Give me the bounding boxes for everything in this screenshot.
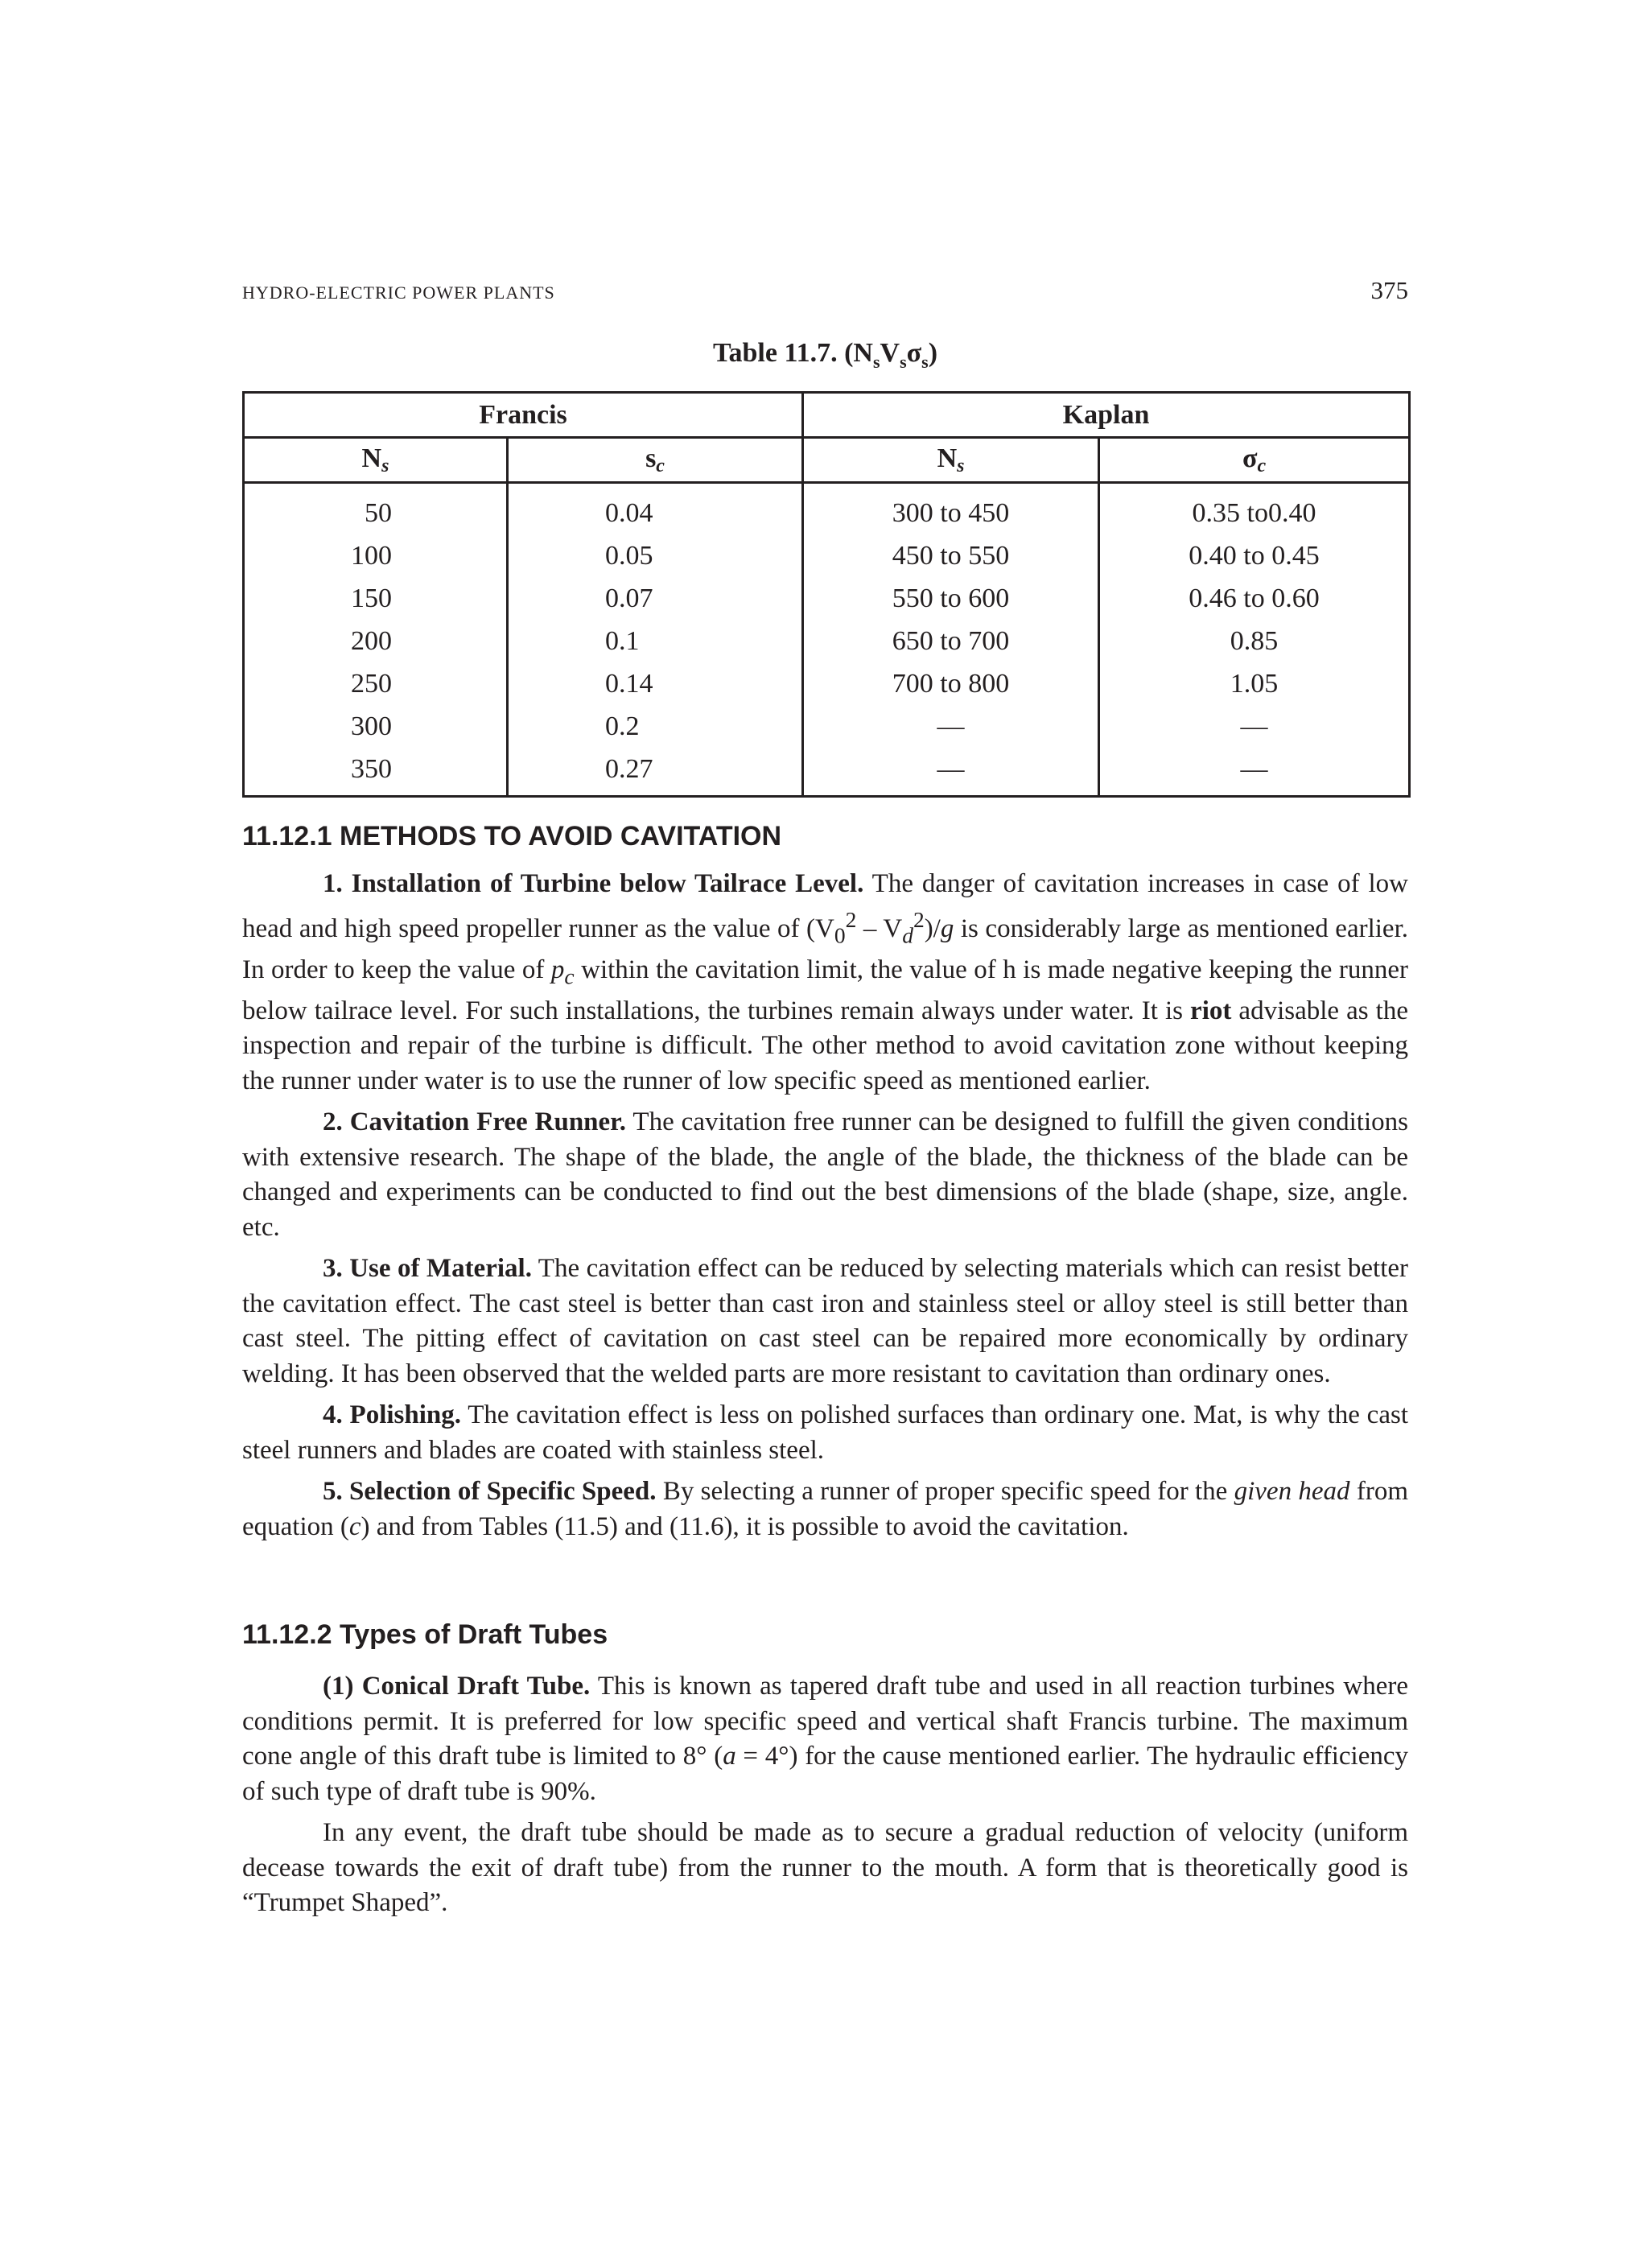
table-row	[244, 620, 1410, 662]
section-heading-methods: 11.12.1 METHODS TO AVOID CAVITATION	[242, 821, 782, 852]
paragraph-title: (1) Conical Draft Tube.	[323, 1672, 591, 1701]
cell-kaplan-ns: 550 to 600	[803, 577, 1099, 620]
column-header-kaplan-sigma: σc	[1099, 438, 1410, 483]
cell-francis-ns: 50	[244, 483, 508, 535]
table-row	[244, 748, 1410, 797]
cell-francis-ns: 200	[244, 620, 508, 662]
cell-francis-ns: 300	[244, 705, 508, 748]
paragraph: (1) Conical Draft Tube. This is known as tapered draft tube and used in all reaction turbines where conditions permit. It is preferred for low specific speed and vertical shaft Francis turbine. The maximum cone angle of this draft tube is limited to 8° (a = 4°) for the cause mentioned earlier. The hydraulic efficiency of such type of draft tube is 90%.	[242, 1672, 1409, 1806]
paragraph-title: 2. Cavitation Free Runner.	[323, 1107, 627, 1137]
paragraph-title: 1. Installation of Turbine below Tailrace Level.	[323, 869, 864, 898]
cell-kaplan-ns: 700 to 800	[803, 662, 1099, 705]
cell-kaplan-ns: —	[803, 705, 1099, 748]
group-header-francis: Francis	[244, 393, 803, 438]
specific-speed-table	[242, 391, 1411, 798]
paragraph: 2. Cavitation Free Runner. The cavitation free runner can be designed to fulfill the given conditions with extensive research. The shape of the blade, the angle of the blade, the thickness of the blade can be changed and experiments can be conducted to find out the best dimensions of the blade (shape, size, angle. etc.	[242, 1107, 1408, 1242]
table-row	[244, 705, 1410, 748]
cell-francis-ns: 250	[244, 662, 508, 705]
paragraph: 5. Selection of Specific Speed. By selecting a runner of proper specific speed for the given head from equation (c) and from Tables (11.5) and (11.6), it is possible to avoid the cavitation.	[242, 1477, 1408, 1541]
caption-text: V	[880, 338, 900, 368]
cell-kaplan-sigma: 1.05	[1099, 662, 1410, 705]
caption-sub: s	[900, 351, 907, 372]
cell-francis-ns: 350	[244, 748, 508, 797]
cell-kaplan-sigma: —	[1099, 748, 1410, 797]
table-caption	[242, 338, 1408, 373]
column-header-francis-sc: sc	[508, 438, 803, 483]
caption-sigma: σ	[906, 338, 922, 368]
page-number: 375	[1370, 276, 1408, 304]
cell-kaplan-sigma: 0.85	[1099, 620, 1410, 662]
paragraph-title: 4. Polishing.	[323, 1400, 462, 1430]
cell-kaplan-ns: —	[803, 748, 1099, 797]
cell-kaplan-sigma: —	[1099, 705, 1410, 748]
caption-sub: s	[872, 351, 880, 372]
cell-kaplan-sigma: 0.35 to0.40	[1099, 483, 1410, 535]
cell-francis-sc: 0.2	[508, 705, 803, 748]
table-group-header-row	[244, 393, 1410, 438]
paragraph-title: 5. Selection of Specific Speed.	[323, 1477, 657, 1507]
table-row	[244, 577, 1410, 620]
section-body-draft-tubes	[242, 1669, 1408, 1928]
cell-francis-ns: 100	[244, 534, 508, 577]
cell-kaplan-sigma: 0.46 to 0.60	[1099, 577, 1410, 620]
running-title: HYDRO-ELECTRIC POWER PLANTS	[242, 282, 555, 303]
running-head	[242, 276, 1408, 305]
table-row	[244, 534, 1410, 577]
cell-francis-sc: 0.04	[508, 483, 803, 535]
section-heading-draft-tubes: 11.12.2 Types of Draft Tubes	[242, 1619, 608, 1650]
paragraph-title: 3. Use of Material.	[323, 1254, 532, 1284]
paragraph: 4. Polishing. The cavitation effect is less on polished surfaces than ordinary one. Mat, is why the cast steel runners and blades are coated with stainless steel.	[242, 1400, 1408, 1465]
cell-francis-sc: 0.27	[508, 748, 803, 797]
paragraph: 3. Use of Material. The cavitation effect can be reduced by selecting materials which can resist better the cavitation effect. The cast steel is better than cast iron and stainless steel or alloy steel is still better than cast steel. The pitting effect of cavitation on cast steel can be repaired more economically by ordinary welding. It has been observed that the welded parts are more resistant to cavitation than ordinary ones.	[242, 1254, 1409, 1388]
section-body-methods	[242, 867, 1408, 1551]
cell-kaplan-sigma: 0.40 to 0.45	[1099, 534, 1410, 577]
column-header-francis-ns: Ns	[244, 438, 508, 483]
cell-kaplan-ns: 300 to 450	[803, 483, 1099, 535]
cell-francis-ns: 150	[244, 577, 508, 620]
table-column-header-row	[244, 438, 1410, 483]
cell-francis-sc: 0.07	[508, 577, 803, 620]
caption-sub: s	[921, 351, 929, 372]
column-header-kaplan-ns: Ns	[803, 438, 1099, 483]
table-row	[244, 483, 1410, 535]
caption-text: Table 11.7. (N	[712, 338, 873, 368]
paragraph: 1. Installation of Turbine below Tailrace Level. The danger of cavitation increases in case of low head and high speed propeller runner as the value of $(V_0^2 - V_d^2)/g$ is considerably large as mentioned earlier. In order to keep the value of $p_c$ within the cavitation limit, the value of h is made negative keeping the runner below tailrace level. For such installations, the turbines remain always under water. It is riot advisable as the inspection and repair of the turbine is difficult. The other method to avoid cavitation zone without keeping the runner under water is to use the runner of low specific speed as mentioned earlier.	[242, 869, 1408, 1095]
cell-francis-sc: 0.14	[508, 662, 803, 705]
cell-kaplan-ns: 450 to 550	[803, 534, 1099, 577]
cell-francis-sc: 0.05	[508, 534, 803, 577]
paragraph: In any event, the draft tube should be made as to secure a gradual reduction of velocity (uniform decease towards the exit of draft tube) from the runner to the mouth. A form that is theoretically good is “Trumpet Shaped”.	[242, 1818, 1408, 1917]
caption-text: )	[928, 338, 938, 368]
cell-kaplan-ns: 650 to 700	[803, 620, 1099, 662]
group-header-kaplan: Kaplan	[803, 393, 1410, 438]
table-row	[244, 662, 1410, 705]
cell-francis-sc: 0.1	[508, 620, 803, 662]
